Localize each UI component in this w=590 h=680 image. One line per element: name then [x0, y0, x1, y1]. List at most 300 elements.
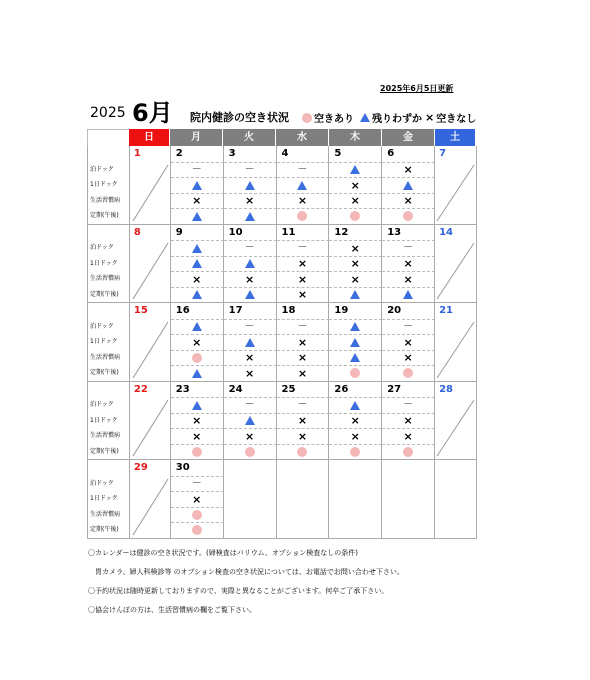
slot-row — [88, 397, 476, 413]
no-service-mark: － — [403, 399, 414, 411]
month: 6月 — [132, 99, 173, 127]
note-line: 〇カレンダーは健診の空き状況です。(婦検査はバリウム、オプション検査なしの条件) — [88, 549, 358, 557]
date-row-label — [88, 146, 130, 162]
slot-row — [88, 365, 476, 381]
availability-cell — [277, 365, 330, 381]
availability-cell — [382, 193, 435, 209]
availability-cell — [277, 428, 330, 444]
full-icon: × — [403, 414, 413, 428]
saturday-cell — [435, 256, 476, 272]
date-number: 15 — [133, 305, 148, 316]
few-left-icon — [192, 290, 202, 299]
full-icon: × — [350, 429, 360, 443]
sunday-date — [130, 225, 171, 241]
legend-available — [302, 110, 354, 125]
course-label: 泊ドック — [88, 240, 130, 256]
available-icon — [192, 525, 202, 535]
slot-row — [88, 193, 476, 209]
availability-cell — [277, 350, 330, 366]
no-service-mark: － — [244, 320, 255, 332]
full-icon: × — [192, 429, 202, 443]
full-icon: × — [244, 351, 255, 365]
availability-cell — [329, 208, 382, 224]
no-service-mark: － — [403, 320, 414, 332]
weekday-date: 19 — [329, 303, 382, 319]
saturday-date — [435, 460, 476, 476]
full-icon: × — [192, 335, 202, 349]
availability-cell — [277, 193, 330, 209]
calendar-week — [87, 382, 477, 461]
availability-cell — [171, 256, 224, 272]
course-label: 1日ドック — [88, 334, 130, 350]
availability-cell — [277, 208, 330, 224]
availability-cell — [277, 491, 330, 507]
legend-label: 空きなし — [436, 114, 477, 125]
saturday-date — [435, 225, 476, 241]
availability-cell — [224, 476, 277, 492]
date-row — [88, 382, 476, 398]
availability-cell — [277, 256, 330, 272]
weekday-sat: 土 — [435, 129, 476, 146]
full-icon: × — [350, 257, 360, 271]
availability-cell — [224, 319, 277, 335]
availability-cell — [382, 240, 435, 256]
no-service-mark: － — [244, 242, 255, 254]
date-row-label — [88, 225, 130, 241]
date-row-label — [88, 460, 130, 476]
availability-cell — [277, 271, 330, 287]
saturday-cell — [435, 350, 476, 366]
slot-row — [88, 208, 476, 224]
saturday-cell — [435, 287, 476, 303]
available-icon — [297, 447, 307, 457]
few-left-icon — [350, 165, 360, 174]
sunday-cell — [130, 271, 171, 287]
course-label: 定期(午後) — [88, 522, 130, 538]
full-icon: × — [244, 194, 255, 208]
calendar-week — [87, 303, 477, 382]
date-row — [88, 303, 476, 319]
availability-cell — [329, 287, 382, 303]
date-row-label — [88, 303, 130, 319]
availability-cell — [382, 319, 435, 335]
weekday-date — [224, 460, 277, 476]
few-left-icon — [192, 181, 202, 190]
sunday-cell — [130, 350, 171, 366]
availability-cell — [224, 177, 277, 193]
saturday-cell — [435, 428, 476, 444]
available-icon — [245, 447, 255, 457]
sunday-date — [130, 382, 171, 398]
full-icon: × — [297, 288, 308, 302]
availability-cell — [382, 365, 435, 381]
availability-cell — [224, 428, 277, 444]
availability-cell — [171, 397, 224, 413]
sunday-cell — [130, 319, 171, 335]
sunday-cell — [130, 491, 171, 507]
slot-row — [88, 256, 476, 272]
availability-cell — [171, 350, 224, 366]
date-row-label — [88, 382, 130, 398]
few-left-icon — [350, 290, 360, 299]
availability-cell — [171, 287, 224, 303]
weekday-date: 27 — [382, 382, 435, 398]
weekday-date: 30 — [171, 460, 224, 476]
full-icon: × — [297, 366, 308, 380]
availability-cell — [382, 287, 435, 303]
availability-cell — [224, 365, 277, 381]
availability-cell — [224, 162, 277, 178]
sunday-cell — [130, 193, 171, 209]
available-icon — [297, 211, 307, 221]
no-service-mark: － — [403, 242, 414, 254]
full-icon: × — [297, 272, 308, 286]
saturday-cell — [435, 334, 476, 350]
few-left-icon — [403, 290, 413, 299]
saturday-cell — [435, 413, 476, 429]
course-label: 生活習慣病 — [88, 350, 130, 366]
availability-cell — [171, 365, 224, 381]
calendar-weeks — [87, 146, 477, 539]
weekday-date: 3 — [224, 146, 277, 162]
date-number: 21 — [439, 305, 453, 316]
availability-cell — [277, 177, 330, 193]
weekday-date — [277, 460, 330, 476]
sunday-cell — [130, 208, 171, 224]
date-number: 1 — [133, 148, 141, 159]
full-icon: × — [297, 414, 308, 428]
full-icon: × — [297, 335, 308, 349]
slot-row — [88, 240, 476, 256]
availability-cell — [171, 444, 224, 460]
availability-cell — [224, 507, 277, 523]
weekday-tue: 火 — [223, 129, 276, 146]
weekday-wed: 水 — [276, 129, 329, 146]
date-number: 8 — [133, 226, 141, 238]
few-left-icon — [192, 401, 202, 410]
availability-cell — [171, 177, 224, 193]
no-service-mark: － — [191, 477, 202, 489]
full-icon: × — [350, 241, 360, 255]
saturday-cell — [435, 319, 476, 335]
legend-few-left — [360, 110, 422, 125]
weekday-thu: 木 — [329, 129, 382, 146]
weekday-date: 20 — [382, 303, 435, 319]
availability-cell — [277, 162, 330, 178]
few-left-icon — [192, 259, 202, 268]
availability-cell — [329, 350, 382, 366]
calendar-week — [87, 225, 477, 304]
full-icon: × — [403, 335, 413, 349]
availability-cell — [277, 522, 330, 538]
saturday-cell — [435, 271, 476, 287]
availability-cell — [382, 177, 435, 193]
availability-cell — [224, 287, 277, 303]
availability-cell — [382, 271, 435, 287]
year: 2025 — [90, 105, 126, 121]
availability-cell — [224, 491, 277, 507]
saturday-cell — [435, 444, 476, 460]
availability-cell — [171, 334, 224, 350]
sunday-cell — [130, 287, 171, 303]
weekday-date: 12 — [329, 225, 382, 241]
weekday-date: 10 — [224, 225, 277, 241]
availability-cell — [224, 397, 277, 413]
slot-row — [88, 444, 476, 460]
date-number: 29 — [133, 462, 148, 473]
full-icon: × — [192, 194, 202, 208]
availability-cell — [224, 413, 277, 429]
available-icon — [350, 447, 360, 457]
calendar-week — [87, 146, 477, 225]
availability-cell — [277, 507, 330, 523]
weekday-date: 5 — [329, 146, 382, 162]
few-left-icon — [192, 244, 202, 253]
availability-cell — [171, 428, 224, 444]
course-label: 1日ドック — [88, 177, 130, 193]
legend-full — [425, 110, 476, 125]
availability-cell — [171, 476, 224, 492]
saturday-date — [435, 303, 476, 319]
availability-cell — [329, 507, 382, 523]
saturday-cell — [435, 507, 476, 523]
course-label: 定期(午後) — [88, 365, 130, 381]
legend-label: 残りわずか — [372, 114, 422, 125]
sunday-cell — [130, 240, 171, 256]
availability-cell — [224, 240, 277, 256]
slot-row — [88, 507, 476, 523]
course-label: 泊ドック — [88, 476, 130, 492]
availability-cell — [329, 271, 382, 287]
available-icon — [192, 447, 202, 457]
availability-cell — [171, 522, 224, 538]
full-icon: × — [297, 351, 308, 365]
availability-cell — [382, 413, 435, 429]
available-icon — [192, 353, 202, 363]
availability-cell — [329, 319, 382, 335]
slot-row — [88, 162, 476, 178]
availability-cell — [171, 193, 224, 209]
availability-cell — [329, 476, 382, 492]
course-label: 1日ドック — [88, 256, 130, 272]
availability-cell — [277, 476, 330, 492]
saturday-date — [435, 382, 476, 398]
availability-cell — [329, 193, 382, 209]
slot-row — [88, 334, 476, 350]
availability-cell — [382, 350, 435, 366]
full-icon: × — [297, 429, 308, 443]
weekday-date: 11 — [277, 225, 330, 241]
full-icon: × — [403, 194, 413, 208]
cross-icon: × — [425, 111, 435, 124]
weekday-fri: 金 — [382, 129, 435, 146]
course-label: 1日ドック — [88, 491, 130, 507]
date-number: 22 — [133, 383, 148, 395]
sunday-cell — [130, 256, 171, 272]
availability-cell — [329, 177, 382, 193]
availability-cell — [382, 256, 435, 272]
notes — [88, 544, 404, 620]
availability-cell — [382, 397, 435, 413]
availability-cell — [382, 522, 435, 538]
availability-cell — [329, 397, 382, 413]
weekday-date: 18 — [277, 303, 330, 319]
no-service-mark: － — [297, 163, 308, 175]
date-row — [88, 460, 476, 476]
weekday-header — [87, 129, 477, 146]
availability-cell — [224, 522, 277, 538]
full-icon: × — [192, 272, 202, 286]
availability-cell — [329, 334, 382, 350]
full-icon: × — [350, 194, 360, 208]
full-icon: × — [192, 492, 202, 506]
no-service-mark: － — [244, 399, 255, 411]
full-icon: × — [244, 272, 255, 286]
full-icon: × — [297, 257, 308, 271]
availability-cell — [171, 240, 224, 256]
availability-cell — [329, 365, 382, 381]
few-left-icon — [350, 338, 360, 347]
few-left-icon — [350, 322, 360, 331]
weekday-date: 17 — [224, 303, 277, 319]
few-left-icon — [192, 369, 202, 378]
weekday-date: 23 — [171, 382, 224, 398]
availability-cell — [382, 334, 435, 350]
sunday-cell — [130, 444, 171, 460]
available-icon — [403, 447, 413, 457]
availability-cell — [224, 271, 277, 287]
note-line: 〇協会けんぽの方は、生活習慣病の欄をご覧下さい。 — [88, 606, 256, 614]
availability-cell — [171, 491, 224, 507]
saturday-cell — [435, 240, 476, 256]
availability-cell — [224, 350, 277, 366]
weekday-date — [329, 460, 382, 476]
availability-cell — [171, 208, 224, 224]
weekday-date: 16 — [171, 303, 224, 319]
availability-cell — [382, 476, 435, 492]
availability-cell — [382, 507, 435, 523]
few-left-icon — [245, 212, 255, 221]
weekday-mon: 月 — [170, 129, 223, 146]
course-label: 定期(午後) — [88, 287, 130, 303]
full-icon: × — [403, 163, 413, 177]
available-icon — [403, 368, 413, 378]
weekday-date: 4 — [277, 146, 330, 162]
availability-cell — [329, 240, 382, 256]
date-number: 7 — [439, 148, 447, 159]
availability-cell — [329, 491, 382, 507]
available-icon — [350, 368, 360, 378]
saturday-cell — [435, 491, 476, 507]
availability-cell — [382, 162, 435, 178]
availability-cell — [382, 428, 435, 444]
weekday-sun: 日 — [129, 129, 170, 146]
slot-row — [88, 287, 476, 303]
slot-row — [88, 413, 476, 429]
course-label: 生活習慣病 — [88, 271, 130, 287]
saturday-cell — [435, 193, 476, 209]
course-label: 生活習慣病 — [88, 428, 130, 444]
availability-cell — [277, 319, 330, 335]
full-icon: × — [403, 429, 413, 443]
triangle-icon — [360, 113, 370, 122]
weekday-date: 6 — [382, 146, 435, 162]
note-line: 〇予約状況は随時更新しておりますので、実際と異なることがございます。何卒ご了承下さい。 — [88, 587, 389, 595]
sunday-cell — [130, 413, 171, 429]
availability-cell — [277, 287, 330, 303]
sunday-date — [130, 146, 171, 162]
availability-cell — [329, 444, 382, 460]
full-icon: × — [403, 351, 413, 365]
saturday-cell — [435, 162, 476, 178]
availability-cell — [224, 208, 277, 224]
availability-cell — [224, 334, 277, 350]
sunday-cell — [130, 476, 171, 492]
few-left-icon — [245, 338, 255, 347]
sunday-cell — [130, 522, 171, 538]
available-icon — [192, 510, 202, 520]
weekday-date: 13 — [382, 225, 435, 241]
weekday-date — [382, 460, 435, 476]
sunday-cell — [130, 162, 171, 178]
availability-cell — [329, 413, 382, 429]
availability-cell — [171, 319, 224, 335]
course-label: 泊ドック — [88, 162, 130, 178]
few-left-icon — [192, 322, 202, 331]
full-icon: × — [350, 414, 360, 428]
availability-cell — [171, 413, 224, 429]
sunday-date — [130, 303, 171, 319]
page-title: 院内健診の空き状況 — [190, 111, 289, 124]
course-label: 定期(午後) — [88, 208, 130, 224]
slot-row — [88, 350, 476, 366]
course-label: 泊ドック — [88, 319, 130, 335]
availability-cell — [171, 162, 224, 178]
calendar-week — [87, 460, 477, 539]
no-service-mark: － — [244, 163, 255, 175]
slot-row — [88, 522, 476, 538]
legend-label: 空きあり — [314, 114, 354, 125]
availability-cell — [277, 240, 330, 256]
availability-cell — [171, 271, 224, 287]
saturday-cell — [435, 208, 476, 224]
date-number: 28 — [439, 383, 453, 395]
sunday-cell — [130, 177, 171, 193]
full-icon: × — [244, 366, 255, 380]
few-left-icon — [297, 181, 307, 190]
availability-cell — [277, 413, 330, 429]
saturday-cell — [435, 177, 476, 193]
no-service-mark: － — [297, 242, 308, 254]
available-icon — [350, 211, 360, 221]
full-icon: × — [192, 414, 202, 428]
course-label: 生活習慣病 — [88, 507, 130, 523]
few-left-icon — [192, 212, 202, 221]
slot-row — [88, 491, 476, 507]
full-icon: × — [403, 257, 413, 271]
course-label: 1日ドック — [88, 413, 130, 429]
date-row — [88, 225, 476, 241]
few-left-icon — [245, 290, 255, 299]
no-service-mark: － — [297, 320, 308, 332]
weekday-date: 25 — [277, 382, 330, 398]
availability-cell — [277, 444, 330, 460]
availability-cell — [382, 208, 435, 224]
availability-cell — [277, 334, 330, 350]
availability-cell — [224, 444, 277, 460]
date-number: 14 — [439, 226, 453, 238]
note-line: 胃カメラ、婦人科検診等 のオプション検査の空き状況については、お電話でお問い合わせ下さい。 — [88, 568, 404, 576]
